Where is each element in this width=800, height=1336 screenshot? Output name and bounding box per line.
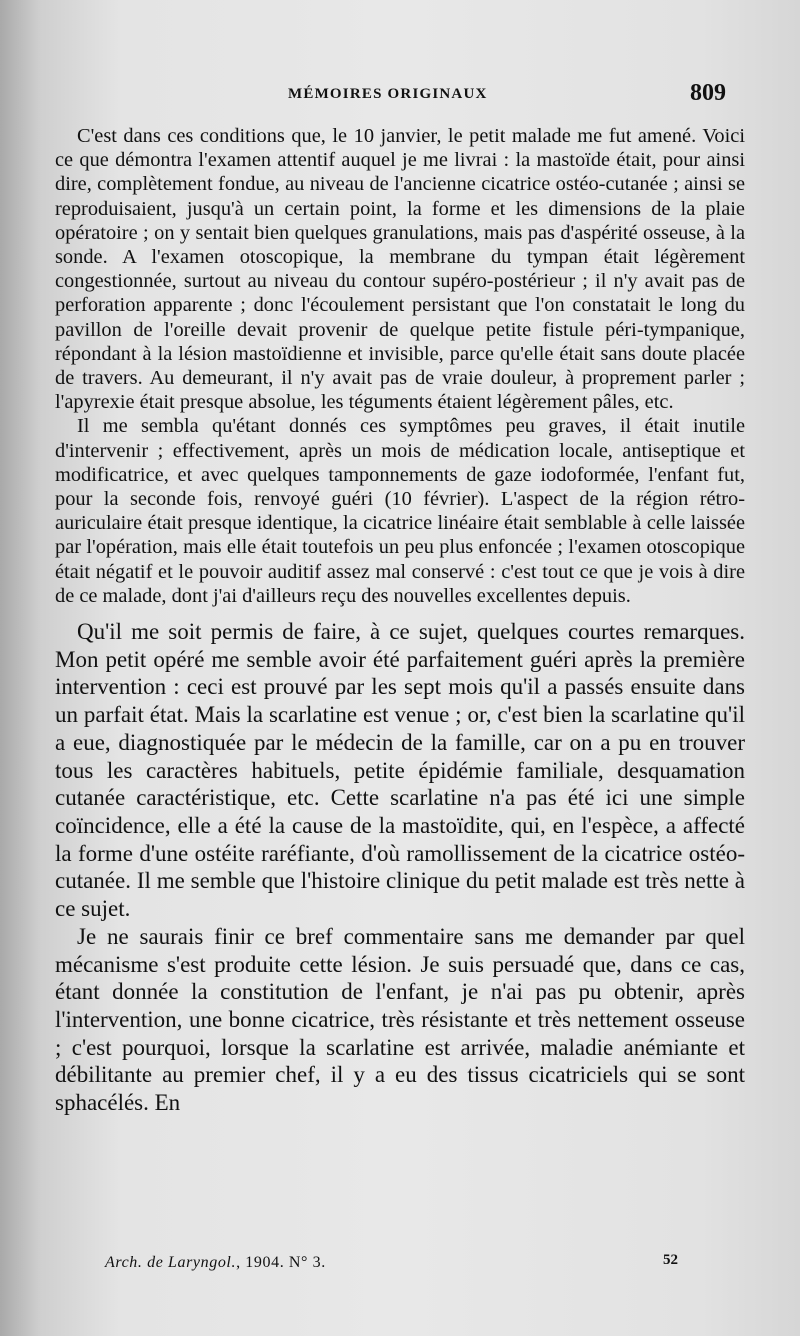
page-number: 809 bbox=[690, 80, 726, 106]
page-header bbox=[0, 80, 800, 112]
journal-citation bbox=[105, 1254, 326, 1272]
running-head: MÉMOIRES ORIGINAUX bbox=[288, 86, 488, 102]
paragraph-3: Qu'il me soit permis de faire, à ce sujet, quelques courtes remarques. Mon petit opéré me semble avoir été parfaitement guéri après la première intervention : ceci est prouvé par les sept mois qu'il a passés ensuite dans un parfait état. Mais la scarlatine est venue ; or, c'est bien la scarlatine qu'il a eue, diagnostiquée par le médecin de la famille, car on a pu en trouver tous les caractères habituels, petite épidémie familiale, desquamation cutanée caractéristique, etc. Cette scarlatine n'a pas été ici une simple coïncidence, elle a été la cause de la mastoïdite, qui, en l'espèce, a affecté la forme d'une ostéite raréfiante, d'où ramollissement de la cicatrice ostéo-cutanée. Il me semble que l'histoire clinique du petit malade est très nette à ce sujet. bbox=[55, 619, 745, 922]
sheet-number: 52 bbox=[663, 1252, 678, 1268]
journal-issue: , 1904. N° 3. bbox=[236, 1254, 326, 1271]
paragraph-2: Il me sembla qu'étant donnés ces symptômes peu graves, il était inutile d'intervenir ; effectivement, après un mois de médication locale, antiseptique et modificatrice, et avec quelques tamponnements de gaze iodoformée, l'enfant fut, pour la seconde fois, renvoyé guéri (10 février). L'aspect de la région rétro-auriculaire était presque identique, la cicatrice linéaire était semblable à celle laissée par l'opération, mais elle était toutefois un peu plus enfoncée ; l'examen otoscopique était négatif et le pouvoir auditif assez mal conservé : c'est tout ce que je vois à dire de ce malade, dont j'ai d'ailleurs reçu des nouvelles excellentes depuis. bbox=[55, 415, 745, 607]
paragraph-4: Je ne saurais finir ce bref commentaire sans me demander par quel mécanisme s'est produite cette lésion. Je suis persuadé que, dans ce cas, étant donnée la constitution de l'enfant, je n'ai pas pu obtenir, après l'intervention, une bonne cicatrice, très résistante et très nettement osseuse ; c'est pourquoi, lorsque la scarlatine est arrivée, maladie anémiante et débilitante au premier chef, il y a eu des tissus cicatriciels qui se sont sphacélés. En bbox=[55, 923, 745, 1116]
page-footer bbox=[0, 1250, 800, 1280]
journal-title: Arch. de Laryngol. bbox=[105, 1254, 237, 1271]
body-text bbox=[55, 124, 745, 1117]
paragraph-1: C'est dans ces conditions que, le 10 janvier, le petit malade me fut amené. Voici ce que démontra l'examen attentif auquel je me livrai : la mastoïde était, pour ainsi dire, complètement fondue, au niveau de l'ancienne cicatrice ostéo-cutanée ; ainsi se reproduisaient, jusqu'à un certain point, la forme et les dimensions de la plaie opératoire ; on y sentait bien quelques granulations, mais pas d'aspérité osseuse, à la sonde. A l'examen otoscopique, la membrane du tympan était légèrement congestionnée, surtout au niveau du contour supéro-postérieur ; il n'y avait pas de perforation apparente ; donc l'écoulement persistant que l'on constatait le long du pavillon de l'oreille devait provenir de quelque petite fistule péri-tympanique, répondant à la lésion mastoïdienne et invisible, parce qu'elle était sans doute placée de travers. Au demeurant, il n'y avait pas de vraie douleur, à proprement parler ; l'apyrexie était presque absolue, les téguments étaient légèrement pâles, etc. bbox=[55, 125, 745, 414]
paragraph-gap bbox=[55, 608, 745, 618]
